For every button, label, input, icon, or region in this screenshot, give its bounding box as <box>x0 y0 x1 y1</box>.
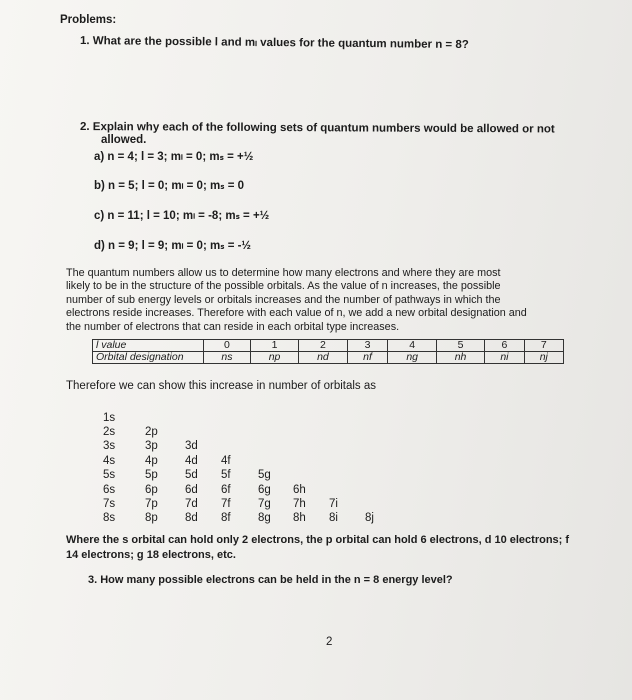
orbital-label: 7f <box>221 498 231 510</box>
question-1: 1. What are the possible l and mₗ values for the quantum number n = 8? <box>79 35 469 52</box>
orbital-label: 7i <box>329 498 338 510</box>
paragraph-line: the number of electrons that can reside in each orbital type increases. <box>66 320 400 333</box>
orbital-designation-table <box>92 339 564 364</box>
table-cell: ni <box>485 352 524 364</box>
paragraph-line: The quantum numbers allow us to determine how many electrons and where they are most <box>66 267 501 279</box>
orbital-label: 4d <box>185 455 198 467</box>
question-2c: c) n = 11; l = 10; mₗ = -8; mₛ = +½ <box>94 210 270 222</box>
question-3: 3. How many possible electrons can be held in the n = 8 energy level? <box>88 574 453 586</box>
table-cell: np <box>250 352 298 364</box>
orbital-label: 7g <box>258 498 271 510</box>
table-cell: 0 <box>204 340 251 352</box>
orbital-label: 7h <box>293 498 306 510</box>
table-cell: 3 <box>347 340 388 352</box>
table-row-designations <box>93 352 564 364</box>
orbital-label: 8d <box>185 512 198 524</box>
question-2b: b) n = 5; l = 0; mₗ = 0; mₛ = 0 <box>94 180 244 192</box>
orbital-label: 5d <box>185 469 198 481</box>
orbital-label: 3p <box>145 440 158 452</box>
table-row-label: l value <box>93 340 204 352</box>
explanation-paragraph <box>66 267 566 334</box>
orbital-label: 5s <box>103 469 116 481</box>
orbital-label: 5g <box>258 469 271 481</box>
orbital-label: 4p <box>145 455 158 467</box>
orbital-label: 4s <box>103 455 116 467</box>
table-cell: 4 <box>388 340 436 352</box>
table-cell: 7 <box>524 340 563 352</box>
orbital-label: 3d <box>185 440 198 452</box>
therefore-text: Therefore we can show this increase in number of orbitals as <box>66 380 377 392</box>
orbital-label: 2s <box>103 426 116 438</box>
table-cell: ns <box>204 352 251 364</box>
orbital-label: 7p <box>145 498 158 510</box>
orbital-label: 8f <box>221 512 231 524</box>
page-number: 2 <box>326 636 333 648</box>
table-cell: nf <box>347 352 388 364</box>
table-cell: 6 <box>485 340 524 352</box>
orbital-label: 7d <box>185 498 198 510</box>
question-2-intro: 2. Explain why each of the following sets of quantum numbers would be allowed or not <box>79 121 555 136</box>
orbital-label: 8h <box>293 512 306 524</box>
problems-heading: Problems: <box>60 14 117 26</box>
orbital-label: 6s <box>103 484 116 496</box>
orbital-label: 6d <box>185 484 198 496</box>
orbital-label: 6h <box>293 484 306 496</box>
table-row-label: Orbital designation <box>93 352 204 364</box>
table-cell: 1 <box>250 340 298 352</box>
paragraph-line: electrons reside increases. Therefore with each value of n, we add a new orbital designation and <box>66 307 527 320</box>
paragraph-line: likely to be in the structure of the possible orbitals. As the value of n increases, the possible <box>66 280 501 293</box>
orbital-label: 5p <box>145 469 158 481</box>
orbital-label: 5f <box>221 469 231 481</box>
table-cell: 5 <box>436 340 484 352</box>
orbital-label: 8j <box>365 512 374 524</box>
orbital-label: 4f <box>221 455 231 467</box>
table-cell: nh <box>436 352 484 364</box>
where-line-1: Where the s orbital can hold only 2 electrons, the p orbital can hold 6 electrons, d 10 electrons; f <box>66 534 570 546</box>
orbital-label: 8p <box>145 512 158 524</box>
orbital-label: 8s <box>103 512 116 524</box>
question-2a: a) n = 4; l = 3; mₗ = 0; mₛ = +½ <box>94 151 254 163</box>
paragraph-line: number of sub energy levels or orbitals increases and the number of pathways in which the <box>66 293 501 306</box>
question-2-intro-cont: allowed. <box>101 134 147 146</box>
orbital-label: 6p <box>145 484 158 496</box>
table-cell: 2 <box>299 340 347 352</box>
orbital-label: 8i <box>329 512 338 524</box>
where-line-2: 14 electrons; g 18 electrons, etc. <box>66 549 236 561</box>
orbital-label: 6f <box>221 484 231 496</box>
table-cell: nj <box>524 352 563 364</box>
question-2d: d) n = 9; l = 9; mₗ = 0; mₛ = -½ <box>94 240 252 252</box>
table-cell: ng <box>388 352 436 364</box>
orbital-label: 2p <box>145 426 158 438</box>
orbital-label: 6g <box>258 484 271 496</box>
orbital-label: 7s <box>103 498 116 510</box>
table-row-l-values <box>93 340 564 352</box>
table-cell: nd <box>299 352 347 364</box>
orbital-label: 1s <box>103 412 116 424</box>
orbital-label: 8g <box>258 512 271 524</box>
orbital-label: 3s <box>103 440 116 452</box>
